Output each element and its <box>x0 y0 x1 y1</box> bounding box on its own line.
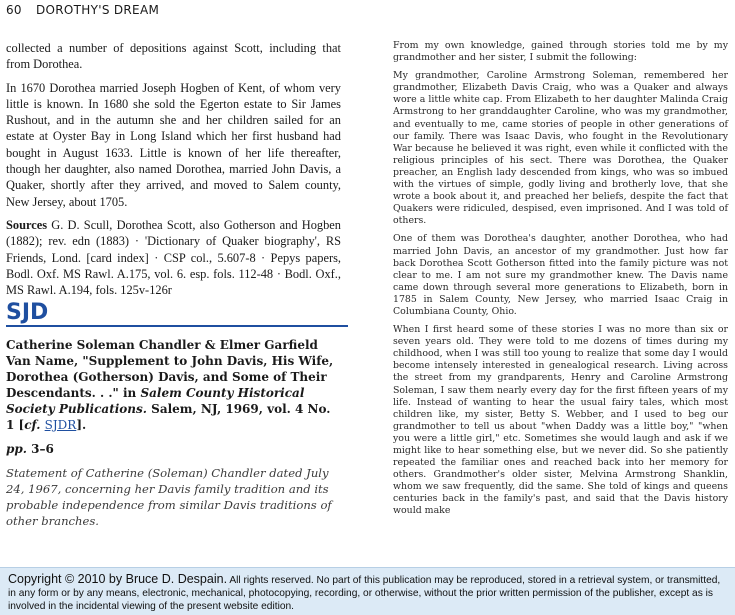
paragraph: One of them was Dorothea's daughter, another Dorothea, who had married John Davis, an ancestor of my grandmother. Just how far back Dorothea Scott Gotherson fitted into the family picture was not clear to me. I am not sure my grandmother knew. The Davis name came down through several more generations to Elizabeth, born in 1785 in Salem County, New Jersey, who married Isaac Craig in Columbiana County, Ohio. <box>393 233 728 317</box>
paragraph: In 1670 Dorothea married Joseph Hogben of Kent, of whom very little is known. In 1680 she sold the Egerton estate to Sir James Rushout, and in the autumn she and her children sailed for an estate at Oyster Bay in Long Island which her first husband had bought in August 1633. Little is known of her life thereafter, though her daughter, also named Dorothea, married John Davis, a Quaker, shortly after they arrived, and moved to Salem county, New Jersey, about 1705. <box>6 80 341 209</box>
citation-authors: Catherine Soleman Chandler & Elmer Garfield Van Name, "Supplement to John Davis, His Wife, Dorothea (Gotherson) Davis, and Some of Their Descendants. . ." in <box>6 337 334 400</box>
summary: Statement of Catherine (Soleman) Chandler dated July 24, 1967, concerning her Davis family tradition and its probable independence from similar Davis traditions of other branches. <box>6 466 332 529</box>
sources-paragraph <box>6 217 341 298</box>
paragraph: When I first heard some of these stories I was no more than six or seven years old. They were told to me dozens of times during my childhood, when I was still too young to realize that some day I would become intensely interested in genealogical research. Living across the street from my grandparents, Henry and Caroline Armstrong Soleman, I saw them nearly every day for the first fifteen years of my life. Instead of wanting to hear the usual fairy tales, which most children like, my sister, Betty S. Webber, and I used to beg our grandmother to tell us about "when Daddy was a little boy," "when you were a little girl," etc. Sometimes she would laugh and ask if we might like to hear something else, but we never did. So she patiently repeated the familiar ones and reached back into her memory for others. Grandmother's older sister, Melvina Armstrong Shanklin, whom we saw frequently, did the same. She told of kings and queens centuries back in the family's past, and said that the Davis history would make <box>393 324 728 517</box>
pages-value: 3–6 <box>31 441 54 456</box>
citation-journal: Salem County Historical Society Publications. <box>6 385 305 416</box>
citation-close: ]. <box>76 417 87 432</box>
section-heading: SJD <box>6 305 348 326</box>
paragraph: My grandmother, Caroline Armstrong Soleman, remembered her grandmother, Elizabeth Davis Craig, who was a Quaker and always wore a little white cap. From Elizabeth to her daughter Malinda Craig Armstrong to her granddaughter Caroline, who was my grandmother, and eventually to me, came stories of people in other generations of our family. There was Isaac Davis, who fought in the Revolutionary War because he believed it was right, even while it conflicted with the religious principles of his sect. There was Dorothea, the Quaker preacher, an English lady descended from kings, who was so imbued with the virtues of simple, godly living and brotherly love, that she wrote a book about it, and preached her beliefs, despite the fact that Quakers were ridiculed, despised, even imprisoned. And I was told of others. <box>393 70 728 227</box>
citation-cf: cf. <box>24 417 41 432</box>
right-column <box>393 40 728 518</box>
paragraph: collected a number of depositions against Scott, including that from Dorothea. <box>6 41 341 72</box>
page-range <box>6 441 341 457</box>
copyright-footer <box>0 567 735 615</box>
pages-label: pp. <box>6 441 27 456</box>
rights-notice: All rights reserved. No part of this publication may be reproduced, stored in a retrieval system, or transmitted, in any form or by any means, electronic, mechanical, photocopying, recording, or otherwise, without the prior written permission of the publisher, except as is involved in the incidental viewing of the present website edition. <box>8 575 721 612</box>
citation <box>6 337 341 433</box>
sources-text: G. D. Scull, Dorothea Scott, also Gotherson and Hogben (1882); rev. edn (1883) · 'Dictionary of Quaker biography', RS Friends, Lond. [card index] · CSP col., 5.607-8 · Pepys papers, Bodl. Oxf. MS Rawl. A.175, vol. 6. esp. fols. 112-48 · Bodl. Oxf., MS Rawl. A.194, fols. 125v-126r <box>6 217 341 298</box>
copyright-line: Copyright © 2010 by Bruce D. Despain. <box>8 572 228 586</box>
running-head <box>6 3 169 17</box>
paragraph: From my own knowledge, gained through stories told me by my grandmother and her sister, I submit the following: <box>393 40 728 64</box>
sources-label: Sources <box>6 217 48 232</box>
sjdr-link[interactable]: SJDR <box>44 417 77 432</box>
citation-place: Salem, NJ, 1969, vol. 4 No. 1 [ <box>6 401 331 432</box>
page-number: 60 <box>6 3 22 17</box>
running-title: DOROTHY'S DREAM <box>36 3 160 17</box>
left-column <box>6 40 341 529</box>
